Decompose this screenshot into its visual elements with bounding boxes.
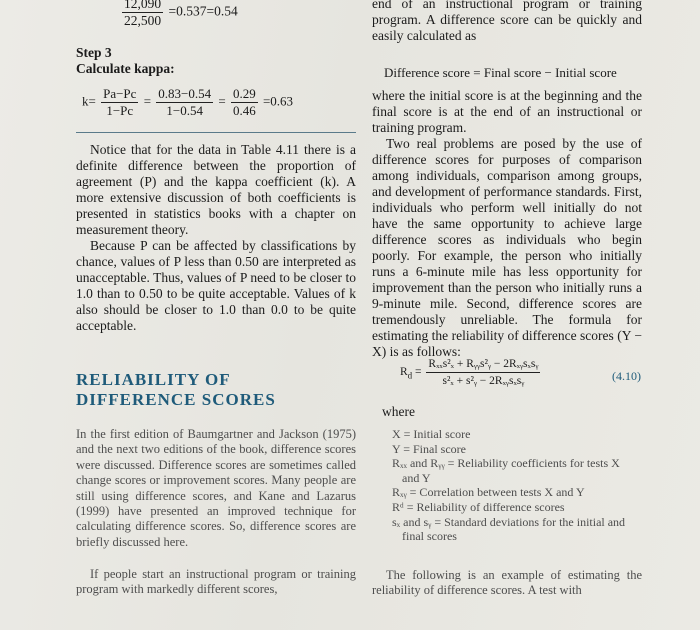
eq-equals: =	[415, 366, 422, 379]
equation-number: (4.10)	[612, 369, 641, 383]
definition-item: Rᵈ = Reliability of difference scores	[392, 499, 565, 514]
heading-line-1: RELIABILITY OF	[76, 370, 231, 389]
kappa-f2-num: 0.83−0.54	[158, 86, 212, 101]
kappa-f3-num: 0.29	[232, 86, 256, 101]
heading-line-2: DIFFERENCE SCORES	[76, 390, 276, 409]
where-paragraph: where the initial score is at the beginning and the final score is at the end of an instructional or training program.	[372, 88, 642, 135]
top-calc-denominator: 22,500	[124, 13, 162, 28]
kappa-eq2: =	[218, 93, 226, 109]
eq-lhs: R	[400, 366, 408, 379]
step-description: Calculate kappa:	[76, 61, 175, 76]
notice-paragraph: Notice that for the data in Table 4.11 there is a definite difference between the proportion of agreement (P) and the kappa coefficient (k). A more extensive discussion of both coefficients is presented in statistics books with a chapter on measurement theory.	[76, 142, 356, 237]
problems-paragraph: Two real problems are posed by the use of difference scores for purposes of comparison among individuals, comparison among groups, and development of performance standards. First, individuals who perform well initially do not have the same opportunity to achieve large difference scores as individuals who begin poorly. For example, the person who initially runs a 6-minute mile has less opportunity for improvement than the person who initially runs a 9-minute mile. Second, difference scores are tremendously unreliable. The formula for estimating the reliability of difference scores (Y − X) is as follows:	[372, 136, 642, 359]
kappa-equation	[82, 86, 293, 119]
definition-item: X = Initial score	[392, 427, 471, 441]
definitions-list	[392, 427, 632, 544]
kappa-result: =0.63	[262, 93, 294, 109]
eq-numerator: Rₓₓs²ₓ + Rᵧᵧs²ᵧ − 2Rₓᵧsₓsᵧ	[426, 356, 540, 373]
section-heading	[76, 370, 356, 410]
following-paragraph: The following is an example of estimating the reliability of difference scores. A test with	[372, 568, 642, 598]
kappa-lhs: k=	[82, 93, 96, 109]
top-calc-result: =0.537=0.54	[168, 3, 238, 19]
start-paragraph: If people start an instructional program or training program with markedly different scores,	[76, 567, 356, 597]
top-calculation	[120, 0, 238, 29]
top-calc-numerator: 12,090	[122, 0, 163, 13]
definition-item: Rₓₓ and Rᵧᵧ = Reliability coefficients for tests X and Y	[392, 456, 620, 485]
kappa-f1-den: 1−Pc	[106, 103, 134, 118]
section-rule	[76, 132, 356, 133]
eq-lhs-subscript: d	[407, 370, 413, 381]
difference-score-formula: Difference score = Final score − Initial score	[384, 65, 617, 80]
where-label: where	[382, 404, 415, 419]
reliability-equation	[400, 356, 542, 389]
definition-item: Y = Final score	[392, 441, 466, 456]
because-paragraph: Because P can be affected by classifications by chance, values of P less than 0.50 are interpreted as unacceptable. Thus, values of P need to be closer to 1.0 than to 0.50 to be quite acceptable. Values of k also should be closer to 1.0 than 0.0 to be quite acceptable.	[76, 238, 356, 333]
kappa-f1-num: Pa−Pc	[103, 86, 137, 101]
kappa-f3-den: 0.46	[232, 103, 256, 118]
definition-item: sₓ and sᵧ = Standard deviations for the initial and final scores	[392, 514, 626, 544]
right-top-paragraph: end of an instructional program or training program. A difference score can be quickly and easily calculated as	[372, 0, 642, 43]
kappa-eq1: =	[143, 93, 152, 109]
kappa-f2-den: 1−0.54	[166, 103, 203, 118]
eq-denominator: s²ₓ + s²ᵧ − 2Rₓᵧsₓsᵧ	[442, 375, 525, 387]
first-edition-paragraph: In the first edition of Baumgartner and Jackson (1975) and the next two editions of the book, difference scores were discussed. Difference scores are sometimes called change scores or improvement scores. Many people are still using difference scores, and Kane and Lazarus (1999) have presented an improved technique for calculating difference scores. So, difference scores are briefly discussed here.	[76, 427, 356, 549]
step-label: Step 3	[76, 45, 112, 60]
definition-item: Rₓᵧ = Correlation between tests X and Y	[392, 485, 585, 500]
